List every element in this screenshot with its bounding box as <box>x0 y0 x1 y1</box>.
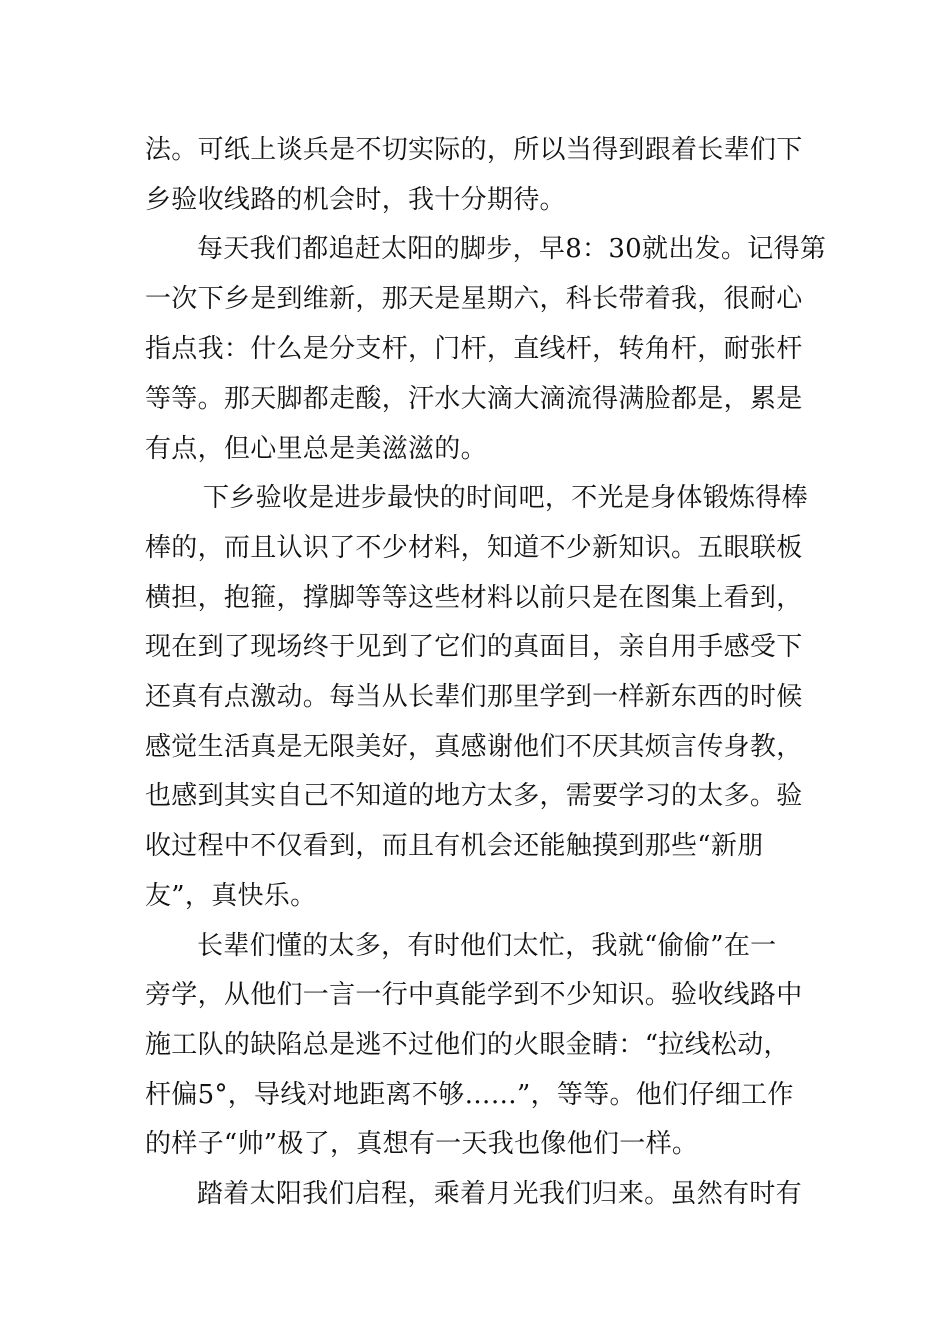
text-line: 杆偏5°，导线对地距离不够……”，等等。他们仔细工作 <box>145 1080 794 1110</box>
text-line: 现在到了现场终于见到了它们的真面目，亲自用手感受下 <box>145 632 803 662</box>
paragraph-first-line: 每天我们都追赶太阳的脚步，早8：30就出发。记得第 <box>197 234 827 264</box>
text-line: 施工队的缺陷总是逃不过他们的火眼金睛：“拉线松动， <box>145 1030 790 1060</box>
text-line: 的样子“帅”极了，真想有一天我也像他们一样。 <box>145 1129 699 1159</box>
text-line: 收过程中不仅看到，而且有机会还能触摸到那些“新朋 <box>145 831 764 861</box>
text-line: 也感到其实自己不知道的地方太多，需要学习的太多。验 <box>145 781 803 811</box>
paragraph-first-line: 踏着太阳我们启程，乘着月光我们归来。虽然有时有 <box>197 1179 802 1209</box>
text-line: 棒的，而且认识了不少材料，知道不少新知识。五眼联板 <box>145 533 803 563</box>
text-line: 旁学，从他们一言一行中真能学到不少知识。验收线路中 <box>145 980 803 1010</box>
text-line: 有点，但心里总是美滋滋的。 <box>145 434 487 464</box>
paragraph-first-line: 下乡验收是进步最快的时间吧，不光是身体锻炼得棒 <box>203 483 808 513</box>
text-line: 乡验收线路的机会时，我十分期待。 <box>145 185 566 215</box>
text-line: 法。可纸上谈兵是不切实际的，所以当得到跟着长辈们下 <box>145 135 803 165</box>
text-line: 还真有点激动。每当从长辈们那里学到一样新东西的时候 <box>145 682 803 712</box>
text-line: 指点我：什么是分支杆，门杆，直线杆，转角杆，耐张杆 <box>145 334 803 364</box>
text-line: 等等。那天脚都走酸，汗水大滴大滴流得满脸都是，累是 <box>145 384 803 414</box>
text-line: 一次下乡是到维新，那天是星期六，科长带着我，很耐心 <box>145 284 803 314</box>
text-line: 友”，真快乐。 <box>145 881 317 911</box>
paragraph-first-line: 长辈们懂的太多，有时他们太忙，我就“偷偷”在一 <box>197 931 777 961</box>
text-line: 横担，抱箍，撑脚等等这些材料以前只是在图集上看到， <box>145 583 803 613</box>
text-line: 感觉生活真是无限美好，真感谢他们不厌其烦言传身教， <box>145 732 803 762</box>
